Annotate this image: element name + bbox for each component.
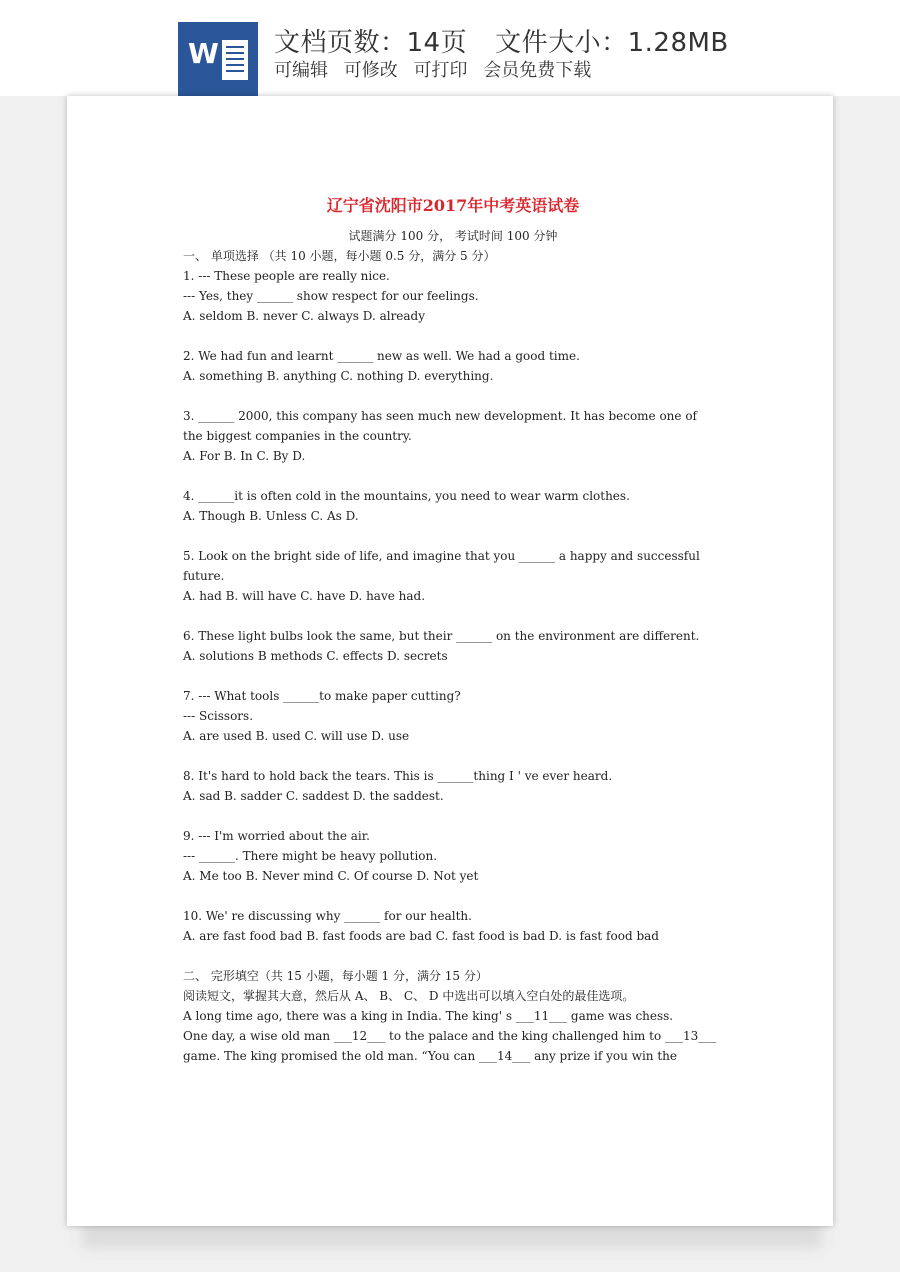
text-line: A. sad B. sadder C. saddest D. the saddest.: [183, 789, 444, 803]
blank-line: [183, 946, 723, 966]
feature-modifiable: 可修改: [343, 60, 398, 81]
blank-line: [183, 326, 723, 346]
text-line: 10. We' re discussing why ______ for our health.: [183, 909, 472, 923]
blank-line: [183, 746, 723, 766]
text-line: A. solutions B methods C. effects D. secrets: [183, 649, 448, 663]
text-line: A. are used B. used C. will use D. use: [183, 729, 410, 743]
exam-info: 试题满分 100 分， 考试时间 100 分钟: [348, 229, 558, 243]
text-line: --- ______. There might be heavy pollution.: [183, 849, 438, 863]
text-line: 6. These light bulbs look the same, but their ______ on the environment are different.: [183, 629, 700, 643]
text-line: --- Scissors.: [183, 709, 254, 723]
word-document-icon: [178, 22, 258, 96]
text-line: A. had B. will have C. have D. have had.: [183, 589, 426, 603]
blank-line: [183, 466, 723, 486]
blank-line: [183, 886, 723, 906]
blank-line: [183, 386, 723, 406]
feature-member-download: 会员免费下载: [483, 60, 592, 81]
text-line: 2. We had fun and learnt ______ new as well. We had a good time.: [183, 349, 580, 363]
file-meta: [274, 22, 729, 59]
text-line: 一、 单项选择 （共 10 小题，每小题 0.5 分，满分 5 分）: [183, 249, 496, 263]
word-icon-lines: [222, 40, 248, 80]
text-line: future.: [183, 569, 225, 583]
text-line: 8. It's hard to hold back the tears. This is ______thing I ' ve ever heard.: [183, 769, 613, 783]
document-body: [183, 196, 723, 1066]
blank-line: [183, 526, 723, 546]
text-line: 5. Look on the bright side of life, and imagine that you ______ a happy and successful: [183, 549, 700, 563]
word-icon-letter: W: [188, 37, 219, 70]
text-line: 3. ______ 2000, this company has seen much new development. It has become one of: [183, 409, 697, 423]
text-line: A. are fast food bad B. fast foods are bad C. fast food is bad D. is fast food bad: [183, 929, 659, 943]
blank-line: [183, 606, 723, 626]
text-line: game. The king promised the old man. “You can ___14___ any prize if you win the: [183, 1049, 677, 1063]
text-line: A. something B. anything C. nothing D. everything.: [183, 369, 494, 383]
text-line: A. For B. In C. By D.: [183, 449, 306, 463]
text-line: 4. ______it is often cold in the mountains, you need to wear warm clothes.: [183, 489, 630, 503]
text-line: A. seldom B. never C. always D. already: [183, 309, 426, 323]
document-lines: [183, 246, 723, 1066]
text-line: A. Though B. Unless C. As D.: [183, 509, 359, 523]
feature-list: [274, 56, 601, 82]
text-line: A. Me too B. Never mind C. Of course D. Not yet: [183, 869, 479, 883]
file-size-label: 文件大小：1.28MB: [495, 28, 729, 58]
text-line: --- Yes, they ______ show respect for our feelings.: [183, 289, 479, 303]
document-page: [67, 96, 833, 1226]
feature-editable: 可编辑: [274, 60, 328, 81]
text-line: 二、 完形填空（共 15 小题，每小题 1 分，满分 15 分）: [183, 969, 488, 983]
blank-line: [183, 806, 723, 826]
text-line: A long time ago, there was a king in India. The king' s ___11___ game was chess.: [183, 1009, 674, 1023]
download-banner: [0, 0, 900, 96]
text-line: the biggest companies in the country.: [183, 429, 412, 443]
document-title: 辽宁省沈阳市2017年中考英语试卷: [326, 196, 580, 215]
text-line: 阅读短文，掌握其大意，然后从 A、 B、 C、 D 中选出可以填入空白处的最佳选项。: [183, 989, 635, 1003]
text-line: 1. --- These people are really nice.: [183, 269, 390, 283]
text-line: One day, a wise old man ___12___ to the palace and the king challenged him to ___13___: [183, 1029, 717, 1043]
text-line: 9. --- I'm worried about the air.: [183, 829, 370, 843]
blank-line: [183, 666, 723, 686]
text-line: 7. --- What tools ______to make paper cutting?: [183, 689, 461, 703]
feature-printable: 可打印: [413, 60, 468, 81]
page-count-label: 文档页数：14页: [274, 28, 468, 58]
